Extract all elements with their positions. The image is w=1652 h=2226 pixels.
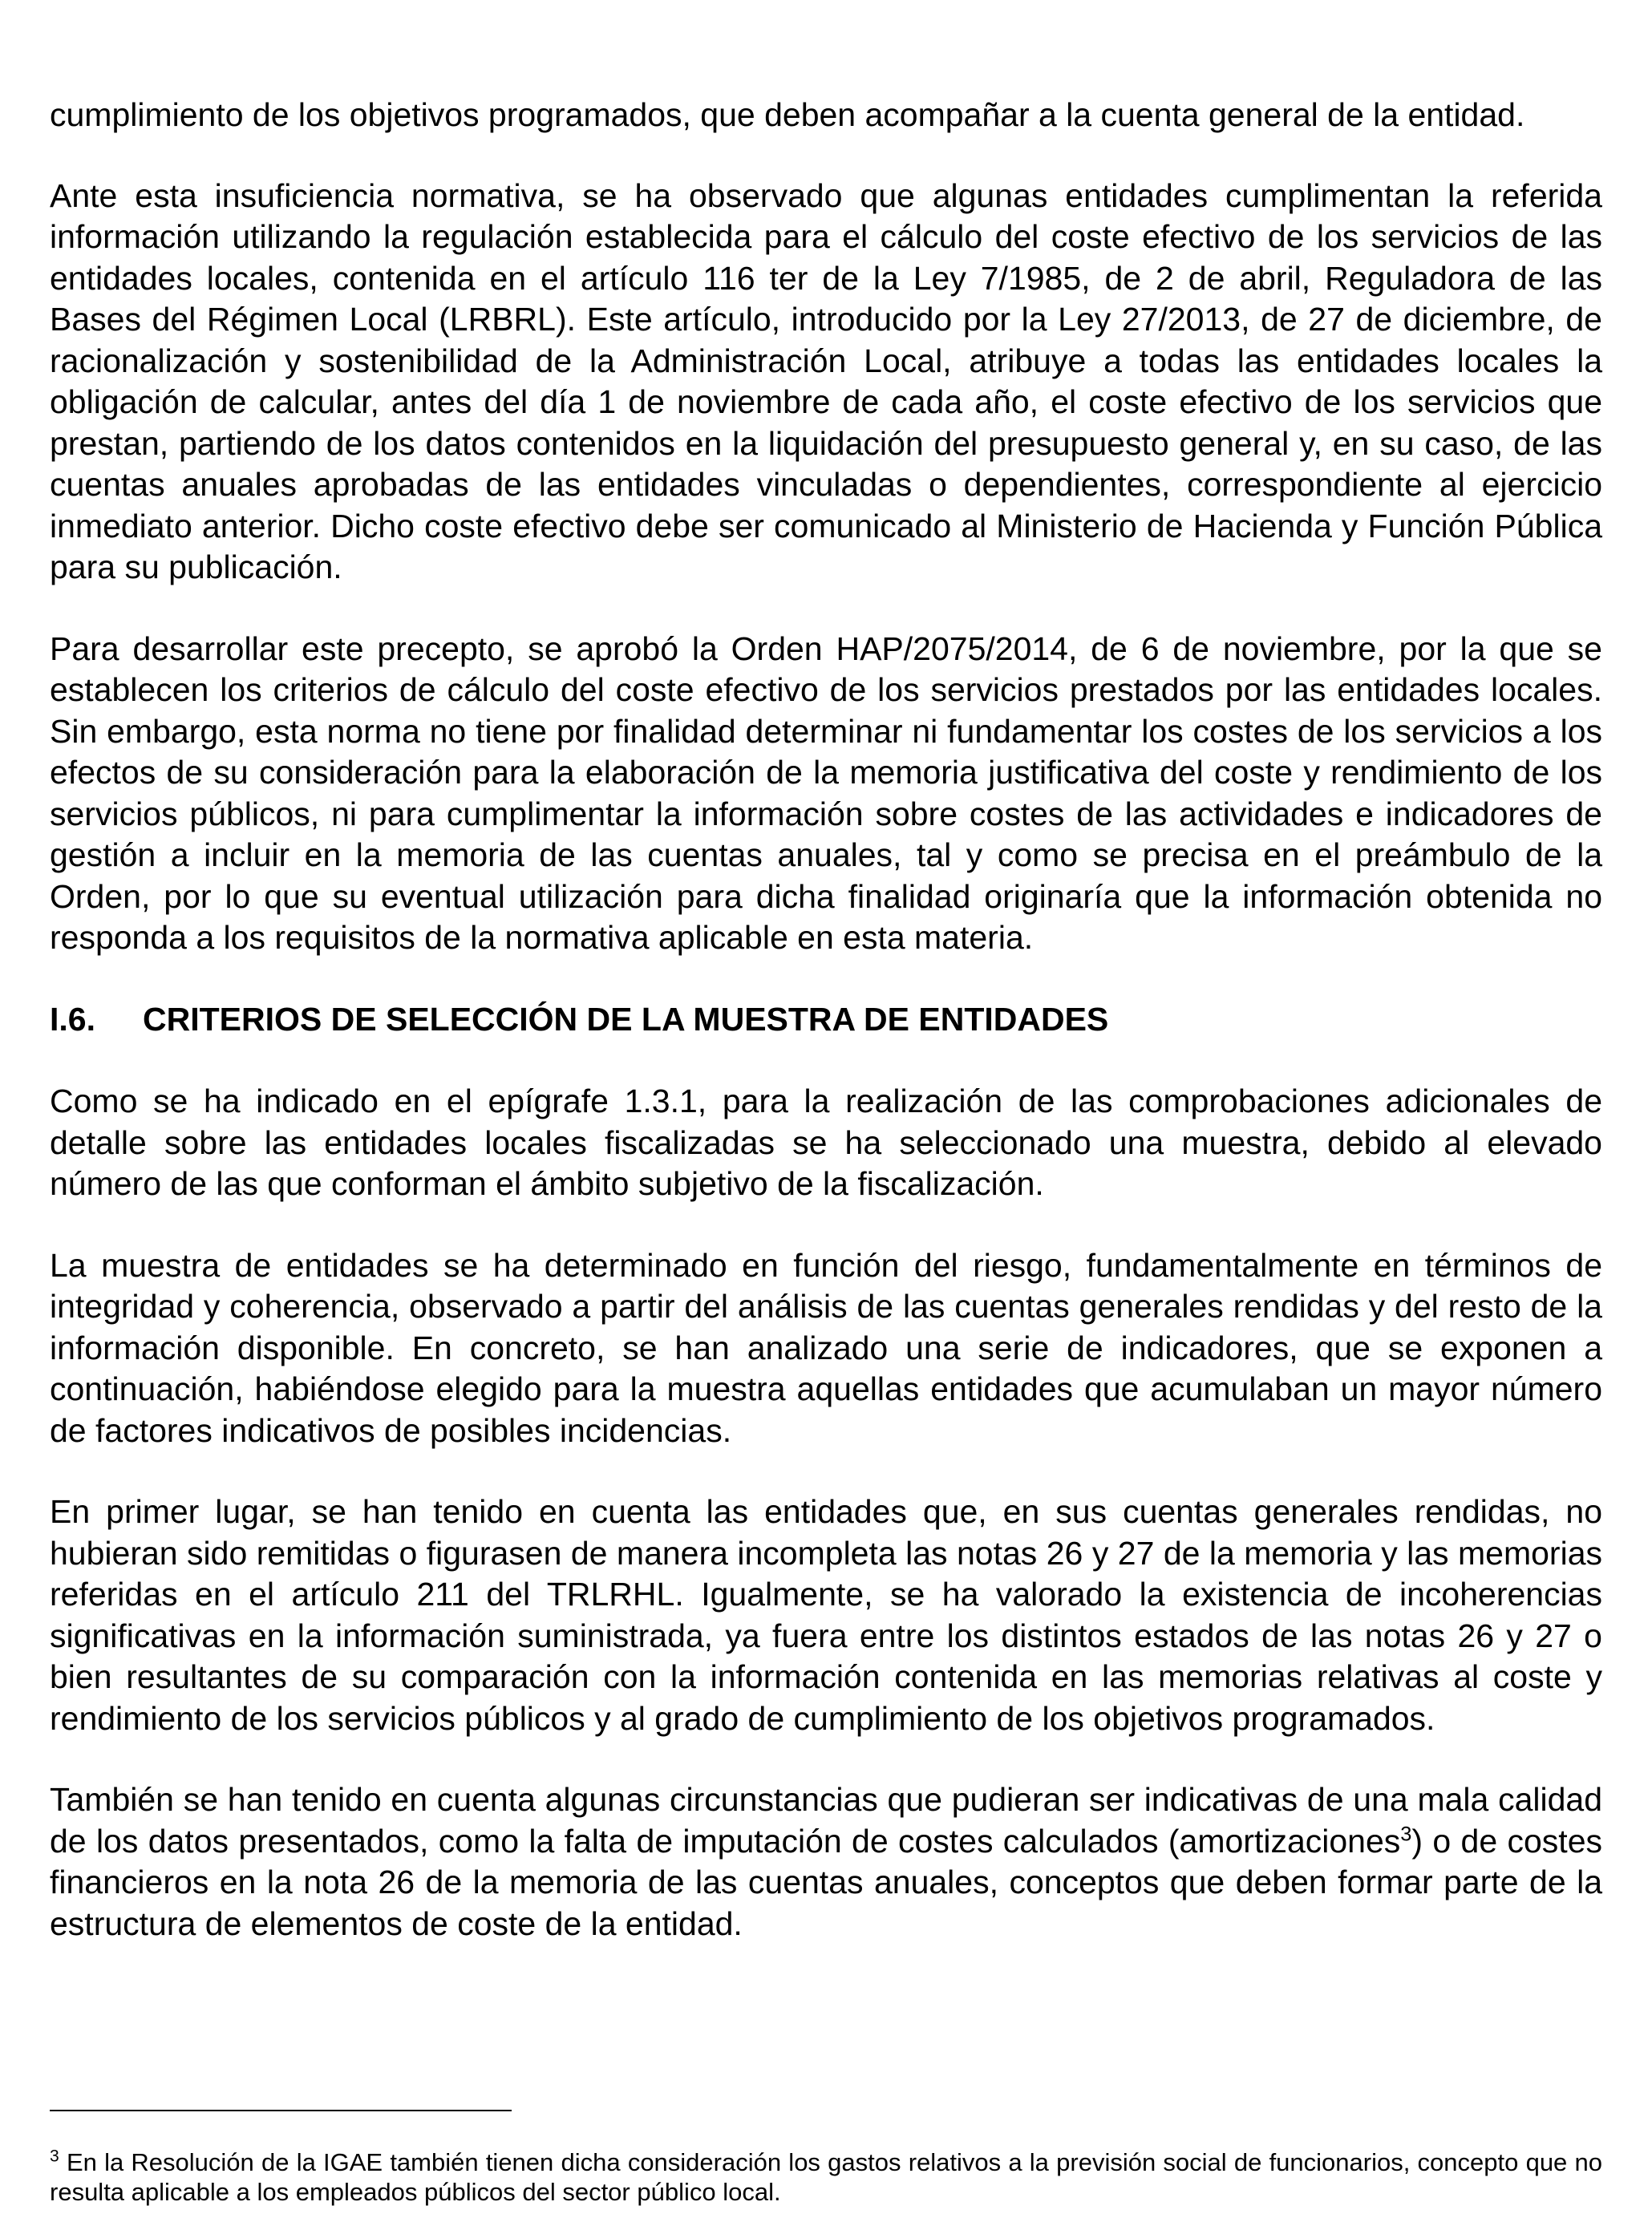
paragraph-text-after: ) o de costes financieros en la nota 26 de la memoria de las cuentas anuales, conceptos que deben formar parte de la estructura de elementos de coste de la entidad. — [50, 1822, 1602, 1942]
footnote-text: En la Resolución de la IGAE también tienen dicha consideración los gastos relativos a la previsión social de funcionarios, concepto que no resulta aplicable a los empleados públicos del sector público local. — [50, 2148, 1602, 2206]
document-body — [50, 95, 1602, 1985]
section-number: I.6. — [50, 1000, 95, 1038]
paragraph: Para desarrollar este precepto, se aprobó la Orden HAP/2075/2014, de 6 de noviembre, por la que se establecen los criterios de cálculo del coste efectivo de los servicios prestados por las entidades locales. Sin embargo, esta norma no tiene por finalidad determinar ni fundamentar los costes de los servicios a los efectos de su consideración para la elaboración de la memoria justificativa del coste y rendimiento de los servicios públicos, ni para cumplimentar la información sobre costes de las actividades e indicadores de gestión a incluir en la memoria de las cuentas anuales, tal y como se precisa en el preámbulo de la Orden, por lo que su eventual utilización para dicha finalidad originaría que la información obtenida no responda a los requisitos de la normativa aplicable en esta materia. — [50, 629, 1602, 956]
footnote — [50, 2147, 1602, 2207]
paragraph: Como se ha indicado en el epígrafe 1.3.1, para la realización de las comprobaciones adicionales de detalle sobre las entidades locales fiscalizadas se ha seleccionado una muestra, debido al elevado número de las que conforman el ámbito subjetivo de la fiscalización. — [50, 1083, 1602, 1202]
footnote-separator — [50, 2110, 512, 2111]
paragraph: cumplimiento de los objetivos programados, que deben acompañar a la cuenta general de la entidad. — [50, 96, 1525, 133]
paragraph-text-before: También se han tenido en cuenta algunas circunstancias que pudieran ser indicativas de una mala calidad de los datos presentados, como la falta de imputación de costes calculados (amortizaciones — [50, 1781, 1602, 1860]
footnote-mark: 3 — [50, 2147, 59, 2166]
paragraph: Ante esta insuficiencia normativa, se ha observado que algunas entidades cumplimentan la referida información utilizando la regulación establecida para el cálculo del coste efectivo de los servicios de las entidades locales, contenida en el artículo 116 ter de la Ley 7/1985, de 2 de abril, Reguladora de las Bases del Régimen Local (LRBRL). Este artículo, introducido por la Ley 27/2013, de 27 de diciembre, de racionalización y sostenibilidad de la Administración Local, atribuye a todas las entidades locales la obligación de calcular, antes del día 1 de noviembre de cada año, el coste efectivo de los servicios que prestan, partiendo de los datos contenidos en la liquidación del presupuesto general y, en su caso, de las cuentas anuales aprobadas de las entidades vinculadas o dependientes, correspondiente al ejercicio inmediato anterior. Dicho coste efectivo debe ser comunicado al Ministerio de Hacienda y Función Pública para su publicación. — [50, 176, 1602, 585]
section-title: CRITERIOS DE SELECCIÓN DE LA MUESTRA DE ENTIDADES — [143, 1000, 1109, 1038]
paragraph: En primer lugar, se han tenido en cuenta las entidades que, en sus cuentas generales rendidas, no hubieran sido remitidas o figurasen de manera incompleta las notas 26 y 27 de la memoria y las memorias referidas en el artículo 211 del TRLRHL. Igualmente, se ha valorado la existencia de incoherencias significativas en la información suministrada, ya fuera entre los distintos estados de las notas 26 y 27 o bien resultantes de su comparación con la información contenida en las memorias relativas al coste y rendimiento de los servicios públicos y al grado de cumplimiento de los objetivos programados. — [50, 1493, 1602, 1737]
paragraph-with-footnote-ref — [50, 1779, 1602, 1945]
section-heading — [50, 999, 1602, 1041]
paragraph: La muestra de entidades se ha determinado en función del riesgo, fundamentalmente en términos de integridad y coherencia, observado a partir del análisis de las cuentas generales rendidas y del resto de la información disponible. En concreto, se han analizado una serie de indicadores, que se exponen a continuación, habiéndose elegido para la muestra aquellas entidades que acumulaban un mayor número de factores indicativos de posibles incidencias. — [50, 1246, 1602, 1449]
footnote-reference[interactable]: 3 — [1400, 1822, 1412, 1845]
